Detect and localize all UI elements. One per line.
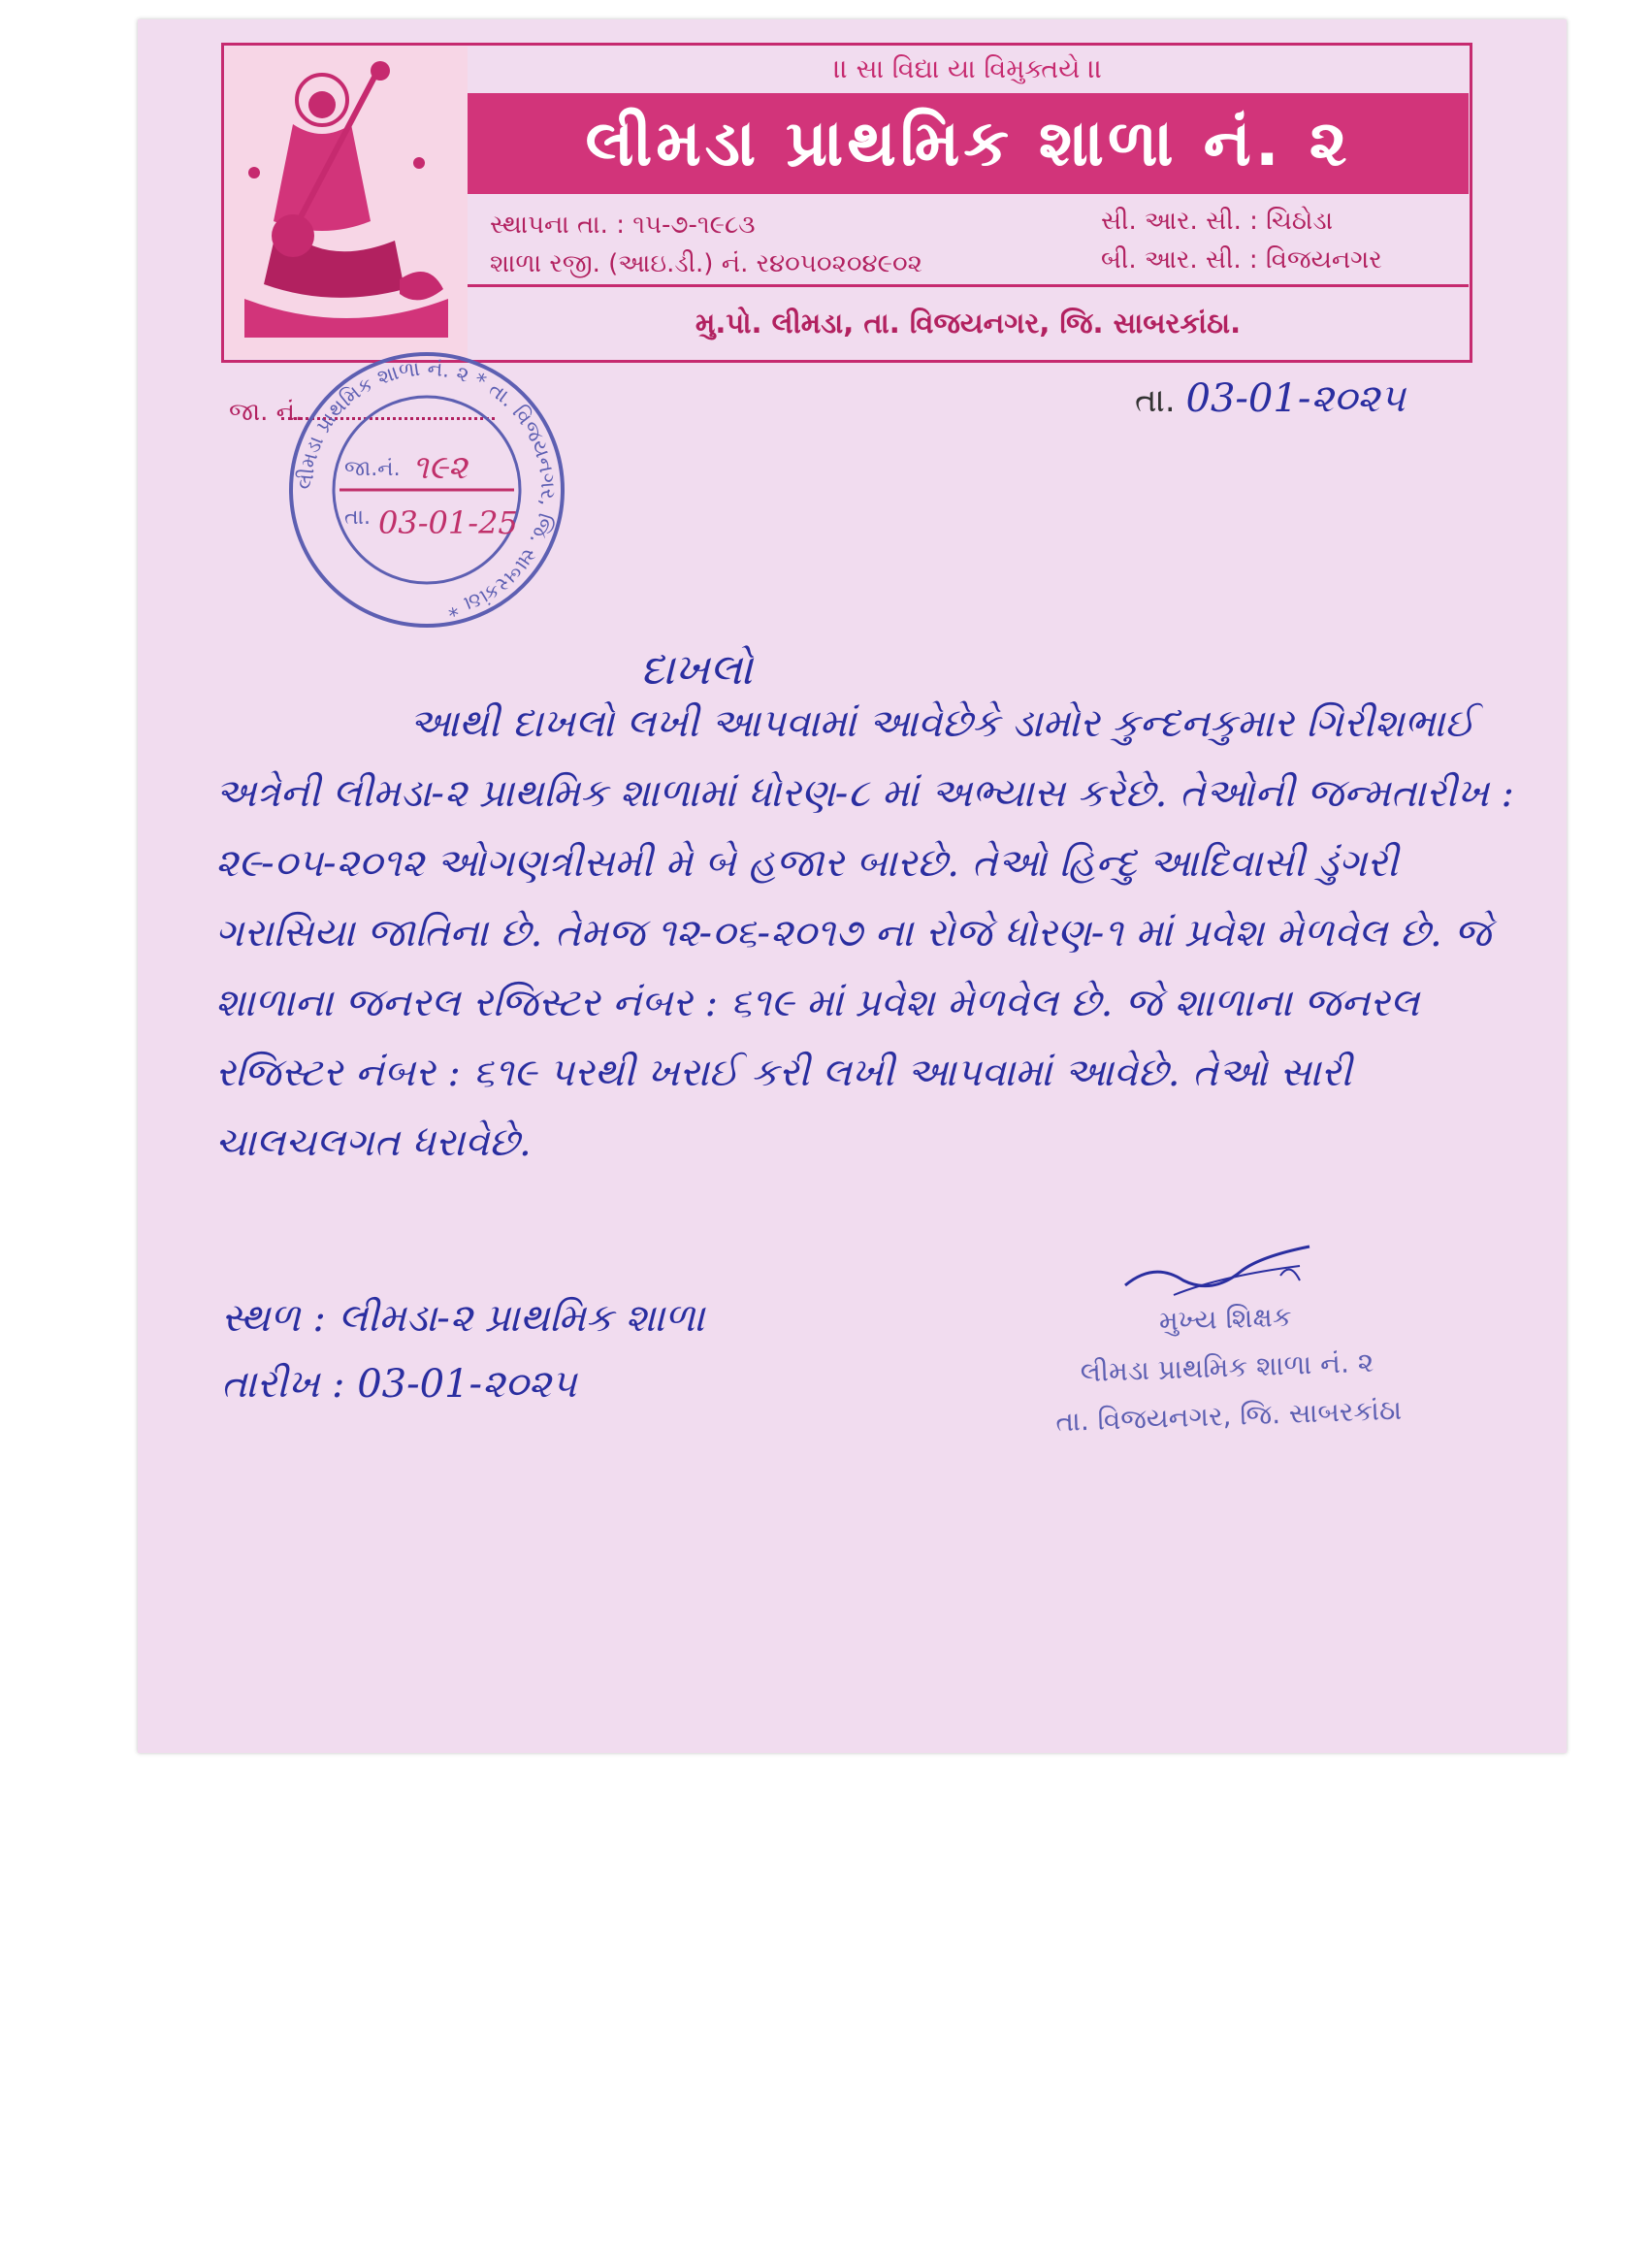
certificate-paragraph: આથી દાખલો લખી આપવામાં આવેછેકે ડામોર કુન્દનકુમાર ગિરીશભાઈ અત્રેની લીમડા-૨ પ્રાથમિક શાળામાં ધોરણ-૮ માં અભ્યાસ કરેછે. તેઓની જન્મતારીખ : ૨૯-૦૫-૨૦૧૨ ઓગણત્રીસમી મે બે હજાર બારછે. તેઓ હિન્દુ આદિવાસી ડુંગરી ગરાસિયા જાતિના છે. તેમજ ૧૨-૦૬-૨૦૧૭ ના રોજે ધોરણ-૧ માં પ્રવેશ મેળવેલ છે. જે શાળાના જનરલ રજિસ્ટર નંબર : ૬૧૯ માં પ્રવેશ મેળવેલ છે. જે શાળાના જનરલ રજિસ્ટર નંબર : ૬૧૯ પરથી ખરાઈ કરી લખી આપવામાં આવેછે. તેઓ સારી ચાલચલગત ધરાવેછે. (215, 701, 1515, 1165)
signature-stamp (1007, 1287, 1448, 1448)
school-motto: ।। સા વિદ્યા યા વિમુક્તયે ।। (833, 54, 1103, 84)
school-address: મુ.પો. લીમડા, તા. વિજયનગર, જિ. સાબરકાંઠા. (695, 307, 1242, 340)
place-date-block (221, 1285, 704, 1417)
address-divider (468, 284, 1469, 287)
certificate-date: તારીખ : 03-01-૨૦૨૫ (221, 1362, 577, 1407)
crc-info: સી. આર. સી. : ચિઠોડા (1101, 207, 1334, 236)
certificate-place: સ્થળ : લીમડા-૨ પ્રાથમિક શાળા (221, 1296, 705, 1341)
certificate-body (215, 689, 1525, 1178)
reference-label: જા. નં. (229, 398, 304, 427)
saraswati-logo (225, 47, 468, 359)
stamp-number-label: જા.નં. (344, 457, 401, 481)
saraswati-icon (225, 47, 468, 359)
signatory-taluka: તા. વિજયનગર, જિ. સાબરકાંઠા (1054, 1393, 1403, 1439)
stamp-date-label: તા. (344, 505, 371, 530)
letter-date-label: તા. (1135, 381, 1176, 420)
school-registration: શાળા રજી. (આઇ.ડી.) નં. ર૪૦૫૦૨૦૪૯૦૨ (490, 249, 922, 278)
signatory-designation: મુખ્ય શિક્ષક (1158, 1300, 1293, 1338)
school-name: લીમડા પ્રાથમિક શાળા નં. ૨ (468, 93, 1469, 194)
letter-date (1135, 376, 1406, 421)
stamp-date-value: 03-01-25 (378, 504, 518, 541)
certificate-title: દાખલો (640, 645, 753, 695)
brc-info: બી. આર. સી. : વિજયનગર (1101, 245, 1382, 275)
signatory-school: લીમડા પ્રાથમિક શાળા નં. ૨ (1080, 1345, 1374, 1389)
letter-date-value: 03-01-૨૦૨૫ (1185, 376, 1406, 421)
stamp-ring-text: લીમડા પ્રાથમિક શાળા નં. ૨ * તા. વિજયનગર, જિ. સાબરકાંઠા * (293, 356, 561, 622)
established-date: સ્થાપના તા. : ૧૫-૭-૧૯૮૩ (490, 211, 756, 240)
school-stamp (281, 344, 572, 635)
stamp-number-value: ૧૯૨ (412, 448, 468, 487)
